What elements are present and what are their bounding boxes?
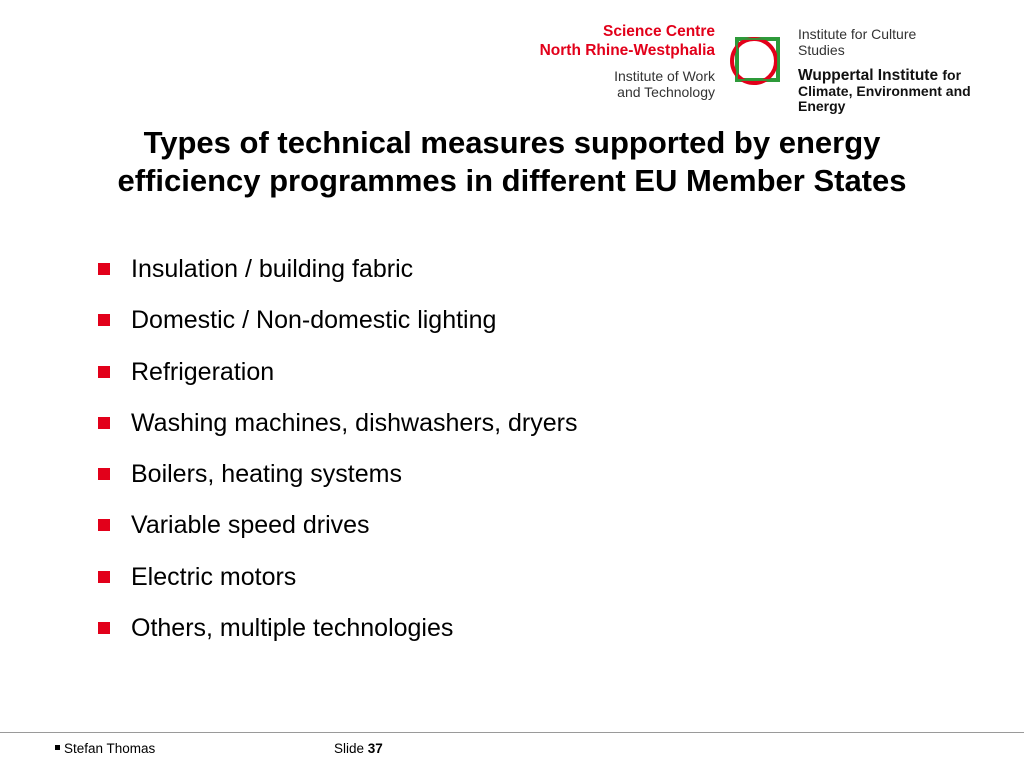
footer-slide-value: 37 bbox=[367, 741, 383, 756]
culture-studies-line2: Studies bbox=[798, 42, 845, 58]
institute-work-line2: and Technology bbox=[617, 84, 715, 100]
bullet-list bbox=[96, 250, 577, 660]
small-square-bullet-icon bbox=[55, 745, 60, 750]
wuppertal-for: for bbox=[942, 67, 962, 83]
list-item bbox=[96, 404, 577, 455]
list-item-text: Domestic / Non-domestic lighting bbox=[131, 306, 497, 335]
wuppertal-line2: Climate, Environment and bbox=[798, 83, 971, 99]
wuppertal-title-text: Wuppertal Institute bbox=[798, 67, 939, 84]
science-centre-line2: North Rhine-Westphalia bbox=[539, 42, 715, 59]
science-centre-line1: Science Centre bbox=[603, 23, 715, 40]
list-item-text: Boilers, heating systems bbox=[131, 460, 402, 489]
square-bullet-icon bbox=[98, 366, 110, 378]
slide-title-line1: Types of technical measures supported by energy bbox=[143, 125, 881, 160]
list-item bbox=[96, 558, 577, 609]
wuppertal-logo-icon bbox=[728, 34, 784, 86]
slide-title bbox=[0, 124, 1024, 200]
list-item-text: Electric motors bbox=[131, 562, 297, 591]
slide-title-line2: efficiency programmes in different EU Member States bbox=[117, 163, 907, 198]
culture-studies-line1: Institute for Culture bbox=[798, 26, 917, 42]
list-item bbox=[96, 609, 577, 660]
list-item bbox=[96, 250, 577, 301]
square-bullet-icon bbox=[98, 519, 110, 531]
institute-work-line1: Institute of Work bbox=[614, 68, 715, 84]
list-item-text: Refrigeration bbox=[131, 357, 275, 386]
list-item bbox=[96, 353, 577, 404]
square-bullet-icon bbox=[98, 263, 110, 275]
footer-author bbox=[55, 741, 155, 757]
square-bullet-icon bbox=[98, 571, 110, 583]
list-item bbox=[96, 301, 577, 352]
wuppertal-title bbox=[798, 67, 1018, 84]
list-item bbox=[96, 455, 577, 506]
square-bullet-icon bbox=[98, 468, 110, 480]
wuppertal-line3: Energy bbox=[798, 98, 846, 114]
footer-divider bbox=[0, 732, 1024, 733]
list-item-text: Variable speed drives bbox=[131, 511, 370, 540]
footer-author-name: Stefan Thomas bbox=[64, 741, 156, 756]
science-centre-logo bbox=[500, 22, 715, 100]
square-bullet-icon bbox=[98, 314, 110, 326]
wuppertal-institute-logo bbox=[798, 26, 1018, 114]
square-bullet-icon bbox=[98, 417, 110, 429]
footer-slide-label: Slide bbox=[334, 741, 365, 756]
list-item-text: Others, multiple technologies bbox=[131, 614, 454, 643]
list-item-text: Insulation / building fabric bbox=[131, 255, 414, 283]
list-item-text: Washing machines, dishwashers, dryers bbox=[131, 408, 578, 437]
footer-slide-number bbox=[334, 741, 383, 757]
square-bullet-icon bbox=[98, 622, 110, 634]
list-item bbox=[96, 506, 577, 557]
